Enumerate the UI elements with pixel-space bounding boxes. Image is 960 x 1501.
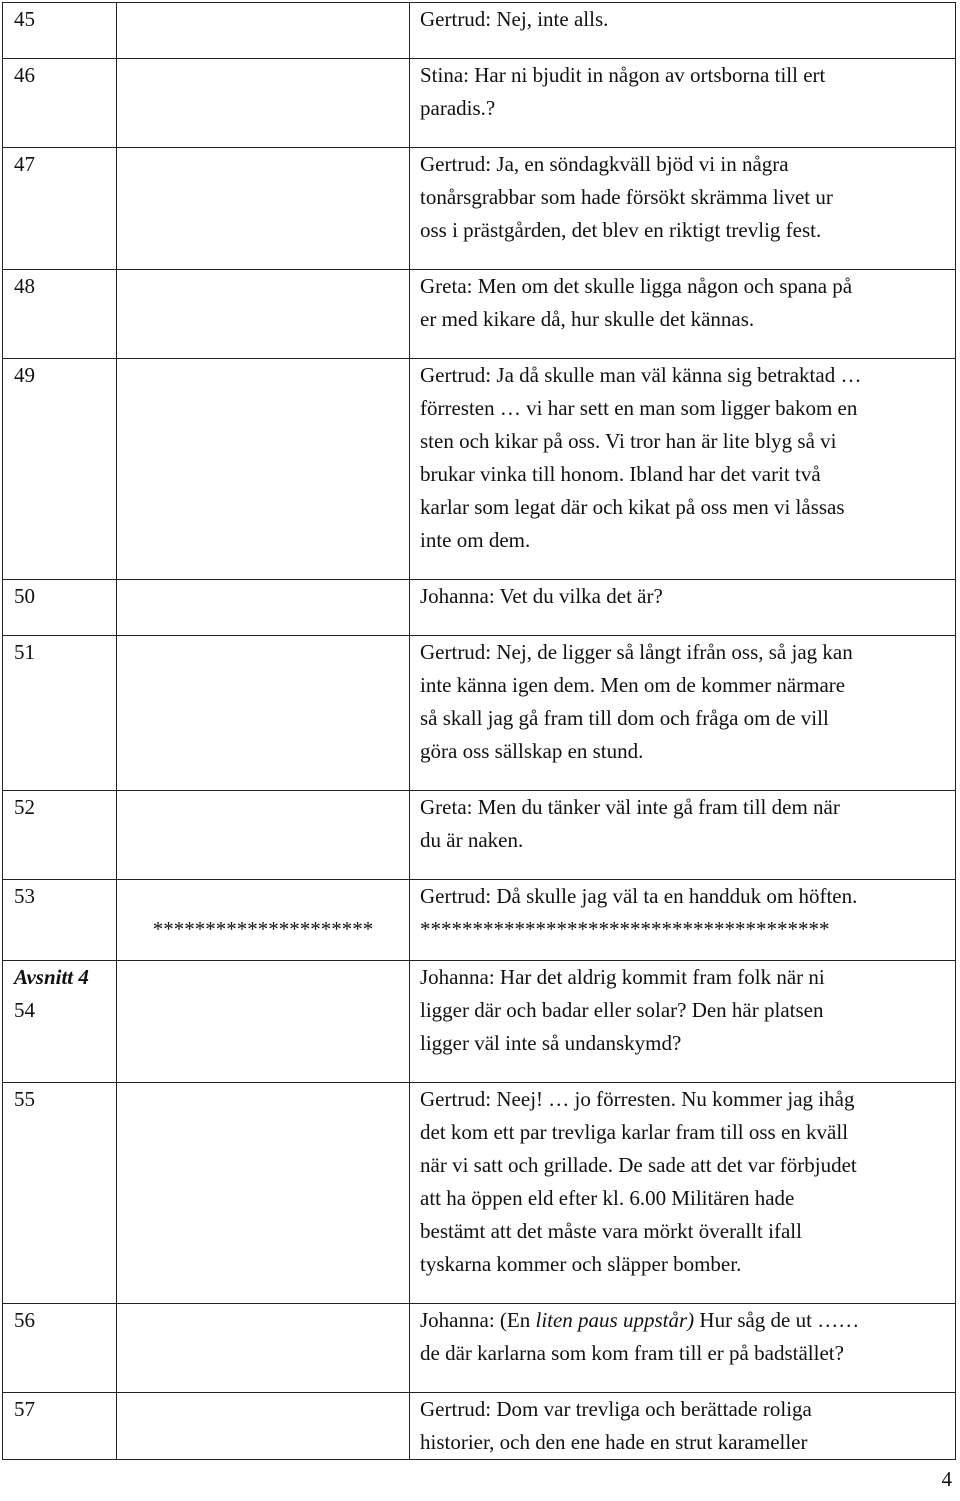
dialogue-line: sten och kikar på oss. Vi tror han är lite blyg så vi (420, 429, 837, 453)
dialogue-line: ligger där och badar eller solar? Den här platsen (420, 998, 824, 1022)
dialogue-line: så skall jag gå fram till dom och fråga om de vill (420, 706, 829, 730)
table-row (3, 3, 956, 59)
dialogue-line: Johanna: Har det aldrig kommit fram folk när ni (420, 965, 825, 989)
table-row (3, 1083, 956, 1304)
stage-direction: liten paus uppstår) (535, 1308, 695, 1332)
dialogue-line: de där karlarna som kom fram till er på badstället? (420, 1341, 844, 1365)
row-number: 52 (3, 791, 117, 880)
table-row (3, 270, 956, 359)
dialogue-line-end: Hur såg de ut …… (694, 1308, 860, 1332)
dialogue-cell (410, 791, 956, 880)
dialogue-line: er med kikare då, hur skulle det kännas. (420, 307, 755, 331)
dialogue-line: Gertrud: Neej! … jo förresten. Nu kommer jag ihåg (420, 1087, 855, 1111)
dialogue-cell (410, 359, 956, 580)
dialogue-line: Gertrud: Ja då skulle man väl känna sig betraktad … (420, 363, 862, 387)
dialogue-line: när vi satt och grillade. De sade att det var förbjudet (420, 1153, 857, 1177)
dialogue-line: oss i prästgården, det blev en riktigt trevlig fest. (420, 218, 822, 242)
dialogue-line: tyskarna kommer och släpper bomber. (420, 1252, 742, 1276)
row-number: 49 (3, 359, 117, 580)
row-number: 54 (14, 998, 35, 1022)
dialogue-cell (410, 1393, 956, 1460)
middle-cell (117, 3, 410, 59)
middle-cell (117, 148, 410, 270)
middle-cell (117, 961, 410, 1083)
row-number: 53 (3, 880, 117, 961)
dialogue-line: det kom ett par trevliga karlar fram till oss en kväll (420, 1120, 849, 1144)
row-number: 48 (3, 270, 117, 359)
middle-cell (117, 1393, 410, 1460)
table-row (3, 359, 956, 580)
dialogue-line: att ha öppen eld efter kl. 6.00 Militären hade (420, 1186, 795, 1210)
row-number: 55 (3, 1083, 117, 1304)
middle-cell (117, 270, 410, 359)
dialogue-line: inte om dem. (420, 528, 531, 552)
scene-separator: *************************************** (420, 917, 830, 941)
middle-cell (117, 59, 410, 148)
table-row (3, 961, 956, 1083)
table-row (3, 1393, 956, 1460)
middle-cell (117, 1083, 410, 1304)
middle-cell (117, 359, 410, 580)
script-table (2, 2, 956, 1460)
table-row (3, 1304, 956, 1393)
dialogue-line: Johanna: Vet du vilka det är? (420, 584, 663, 608)
dialogue-cell (410, 580, 956, 636)
dialogue-line: göra oss sällskap en stund. (420, 739, 644, 763)
dialogue-line: du är naken. (420, 828, 524, 852)
dialogue-line: brukar vinka till honom. Ibland har det varit två (420, 462, 821, 486)
dialogue-cell (410, 1304, 956, 1393)
middle-cell (117, 791, 410, 880)
dialogue-cell (410, 636, 956, 791)
table-row (3, 791, 956, 880)
row-number-cell (3, 961, 117, 1083)
table-row (3, 148, 956, 270)
middle-cell (117, 580, 410, 636)
dialogue-line: inte känna igen dem. Men om de kommer närmare (420, 673, 846, 697)
dialogue-line: Greta: Men du tänker väl inte gå fram till dem när (420, 795, 840, 819)
dialogue-line: Greta: Men om det skulle ligga någon och spana på (420, 274, 853, 298)
dialogue-line: bestämt att det måste vara mörkt överallt ifall (420, 1219, 802, 1243)
dialogue-cell (410, 3, 956, 59)
dialogue-cell (410, 961, 956, 1083)
row-number: 57 (3, 1393, 117, 1460)
dialogue-cell (410, 148, 956, 270)
dialogue-line: Gertrud: Dom var trevliga och berättade roliga (420, 1397, 812, 1421)
middle-cell (117, 1304, 410, 1393)
row-number: 56 (3, 1304, 117, 1393)
dialogue-cell (410, 270, 956, 359)
row-number: 47 (3, 148, 117, 270)
table-row (3, 59, 956, 148)
dialogue-line: tonårsgrabbar som hade försökt skrämma livet ur (420, 185, 833, 209)
episode-label: Avsnitt 4 (14, 965, 89, 989)
table-row (3, 580, 956, 636)
dialogue-cell (410, 880, 956, 961)
dialogue-line: Stina: Har ni bjudit in någon av ortsborna till ert (420, 63, 826, 87)
row-number: 45 (3, 3, 117, 59)
dialogue-line: historier, och den ene hade en strut karameller (420, 1430, 808, 1454)
row-number: 50 (3, 580, 117, 636)
dialogue-line: förresten … vi har sett en man som ligger bakom en (420, 396, 858, 420)
dialogue-line: paradis.? (420, 96, 496, 120)
dialogue-cell (410, 59, 956, 148)
dialogue-line: Gertrud: Nej, inte alls. (420, 7, 609, 31)
page-number: 4 (941, 1467, 952, 1491)
dialogue-line: karlar som legat där och kikat på oss men vi låssas (420, 495, 845, 519)
table-row (3, 636, 956, 791)
middle-cell (117, 636, 410, 791)
middle-cell (117, 880, 410, 961)
dialogue-cell (410, 1083, 956, 1304)
dialogue-line: Gertrud: Då skulle jag väl ta en handduk om höften. (420, 884, 858, 908)
dialogue-line: ligger väl inte så undanskymd? (420, 1031, 682, 1055)
dialogue-line: Gertrud: Ja, en söndagkväll bjöd vi in några (420, 152, 789, 176)
table-row (3, 880, 956, 961)
dialogue-line-start: Johanna: (En (420, 1308, 536, 1332)
row-number: 51 (3, 636, 117, 791)
scene-separator: ********************* (152, 917, 374, 941)
dialogue-line: Gertrud: Nej, de ligger så långt ifrån oss, så jag kan (420, 640, 853, 664)
row-number: 46 (3, 59, 117, 148)
